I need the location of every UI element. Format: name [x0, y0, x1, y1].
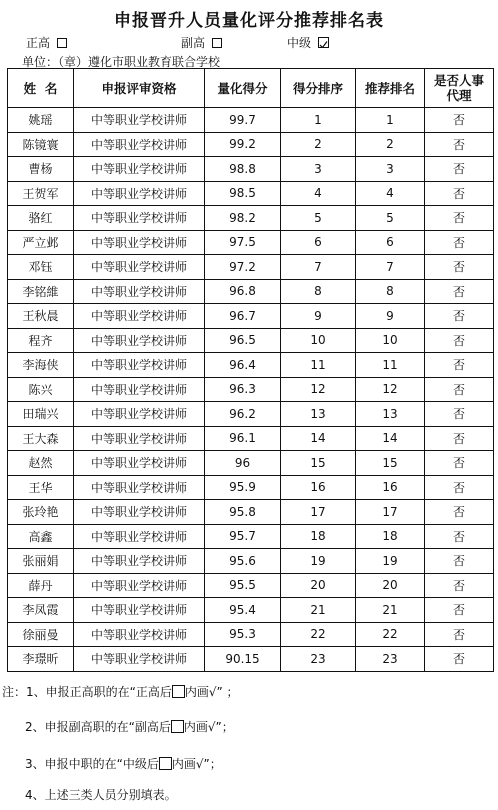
table-row — [8, 157, 494, 182]
cell-score-rank: 5 — [281, 206, 356, 231]
cell-agent: 否 — [425, 647, 494, 672]
cell-recommend-rank: 15 — [356, 451, 425, 476]
cell-qualification: 中等职业学校讲师 — [74, 255, 205, 280]
cell-name: 王秋晨 — [8, 304, 74, 329]
cell-qualification: 中等职业学校讲师 — [74, 157, 205, 182]
level-senior-label: 正高 — [26, 36, 51, 50]
table-row — [8, 255, 494, 280]
note-2-post: 内画√”； — [183, 720, 234, 734]
check-mark-icon — [319, 40, 328, 48]
cell-score-rank: 21 — [281, 598, 356, 623]
table-row — [8, 500, 494, 525]
table-row — [8, 353, 494, 378]
cell-score: 96 — [205, 451, 281, 476]
cell-name: 曹杨 — [8, 157, 74, 182]
cell-score-rank: 12 — [281, 377, 356, 402]
cell-score-rank: 14 — [281, 426, 356, 451]
level-associate — [181, 34, 222, 51]
square-icon — [171, 720, 184, 733]
cell-recommend-rank: 17 — [356, 500, 425, 525]
header-score: 量化得分 — [205, 69, 281, 108]
cell-name: 邓钰 — [8, 255, 74, 280]
cell-recommend-rank: 5 — [356, 206, 425, 231]
cell-agent: 否 — [425, 426, 494, 451]
cell-qualification: 中等职业学校讲师 — [74, 353, 205, 378]
cell-qualification: 中等职业学校讲师 — [74, 475, 205, 500]
table-row — [8, 328, 494, 353]
table-row — [8, 181, 494, 206]
cell-recommend-rank: 6 — [356, 230, 425, 255]
cell-name: 陈镜寰 — [8, 132, 74, 157]
cell-agent: 否 — [425, 255, 494, 280]
cell-qualification: 中等职业学校讲师 — [74, 279, 205, 304]
square-icon — [172, 685, 185, 698]
cell-name: 严立邺 — [8, 230, 74, 255]
cell-name: 徐丽曼 — [8, 622, 74, 647]
cell-qualification: 中等职业学校讲师 — [74, 206, 205, 231]
cell-recommend-rank: 7 — [356, 255, 425, 280]
cell-name: 高鑫 — [8, 524, 74, 549]
cell-score-rank: 17 — [281, 500, 356, 525]
header-agent-line1: 是否人事 — [433, 73, 484, 88]
header-name: 姓 名 — [8, 69, 74, 108]
note-2 — [25, 718, 234, 735]
note-1 — [2, 683, 239, 700]
cell-score: 96.3 — [205, 377, 281, 402]
cell-score: 96.5 — [205, 328, 281, 353]
unit-line: 单位：（章）遵化市职业教育联合学校 — [22, 55, 221, 69]
cell-score: 95.4 — [205, 598, 281, 623]
cell-name: 骆红 — [8, 206, 74, 231]
cell-name: 王大森 — [8, 426, 74, 451]
cell-score-rank: 13 — [281, 402, 356, 427]
cell-qualification: 中等职业学校讲师 — [74, 598, 205, 623]
cell-agent: 否 — [425, 279, 494, 304]
cell-score: 96.8 — [205, 279, 281, 304]
cell-qualification: 中等职业学校讲师 — [74, 132, 205, 157]
level-associate-label: 副高 — [181, 36, 206, 50]
cell-score-rank: 11 — [281, 353, 356, 378]
table-row — [8, 402, 494, 427]
cell-score-rank: 7 — [281, 255, 356, 280]
cell-recommend-rank: 16 — [356, 475, 425, 500]
cell-name: 赵然 — [8, 451, 74, 476]
cell-agent: 否 — [425, 353, 494, 378]
cell-score-rank: 10 — [281, 328, 356, 353]
cell-qualification: 中等职业学校讲师 — [74, 573, 205, 598]
cell-recommend-rank: 20 — [356, 573, 425, 598]
note-1-post: 内画√” ； — [184, 685, 239, 699]
cell-score: 95.5 — [205, 573, 281, 598]
cell-qualification: 中等职业学校讲师 — [74, 304, 205, 329]
table-row — [8, 426, 494, 451]
table-row — [8, 108, 494, 133]
cell-score-rank: 23 — [281, 647, 356, 672]
cell-name: 张玲艳 — [8, 500, 74, 525]
cell-agent: 否 — [425, 377, 494, 402]
cell-score: 96.7 — [205, 304, 281, 329]
cell-agent: 否 — [425, 181, 494, 206]
cell-score-rank: 6 — [281, 230, 356, 255]
level-intermediate — [287, 34, 329, 51]
cell-recommend-rank: 8 — [356, 279, 425, 304]
cell-name: 王华 — [8, 475, 74, 500]
table-row — [8, 132, 494, 157]
cell-score: 95.9 — [205, 475, 281, 500]
table-row — [8, 598, 494, 623]
cell-score-rank: 19 — [281, 549, 356, 574]
table-row — [8, 647, 494, 672]
cell-name: 李海侠 — [8, 353, 74, 378]
page-title: 申报晋升人员量化评分推荐排名表 — [114, 11, 384, 31]
cell-score-rank: 1 — [281, 108, 356, 133]
cell-score: 98.5 — [205, 181, 281, 206]
table-row — [8, 524, 494, 549]
cell-score-rank: 20 — [281, 573, 356, 598]
cell-recommend-rank: 12 — [356, 377, 425, 402]
cell-agent: 否 — [425, 549, 494, 574]
cell-agent: 否 — [425, 132, 494, 157]
cell-agent: 否 — [425, 206, 494, 231]
cell-qualification: 中等职业学校讲师 — [74, 426, 205, 451]
cell-score: 98.2 — [205, 206, 281, 231]
cell-recommend-rank: 21 — [356, 598, 425, 623]
table-row — [8, 230, 494, 255]
table-row — [8, 279, 494, 304]
cell-score: 90.15 — [205, 647, 281, 672]
cell-recommend-rank: 4 — [356, 181, 425, 206]
header-agent-line2: 代理 — [446, 88, 472, 103]
cell-score: 97.2 — [205, 255, 281, 280]
cell-qualification: 中等职业学校讲师 — [74, 524, 205, 549]
cell-score: 95.3 — [205, 622, 281, 647]
note-3-post: 内画√”； — [171, 757, 222, 771]
cell-name: 田瑞兴 — [8, 402, 74, 427]
cell-agent: 否 — [425, 622, 494, 647]
cell-name: 李璟昕 — [8, 647, 74, 672]
cell-score: 98.8 — [205, 157, 281, 182]
level-associate-checkbox[interactable] — [212, 38, 222, 48]
note-1-pre: 注：1、申报正高职的在“正高后 — [2, 685, 172, 699]
cell-recommend-rank: 1 — [356, 108, 425, 133]
cell-name: 李凤霞 — [8, 598, 74, 623]
cell-agent: 否 — [425, 500, 494, 525]
note-4: 4、上述三类人员分别填表。 — [25, 788, 177, 802]
cell-qualification: 中等职业学校讲师 — [74, 647, 205, 672]
cell-name: 程齐 — [8, 328, 74, 353]
cell-recommend-rank: 18 — [356, 524, 425, 549]
level-intermediate-label: 中级 — [287, 36, 312, 50]
cell-qualification: 中等职业学校讲师 — [74, 377, 205, 402]
cell-recommend-rank: 2 — [356, 132, 425, 157]
cell-score-rank: 2 — [281, 132, 356, 157]
cell-score: 97.5 — [205, 230, 281, 255]
cell-name: 张丽娟 — [8, 549, 74, 574]
table-row — [8, 622, 494, 647]
cell-agent: 否 — [425, 328, 494, 353]
level-selector — [0, 34, 498, 50]
table-row — [8, 304, 494, 329]
cell-qualification: 中等职业学校讲师 — [74, 451, 205, 476]
header-agent — [425, 69, 494, 108]
table-row — [8, 475, 494, 500]
header-score-rank: 得分排序 — [281, 69, 356, 108]
cell-score: 96.4 — [205, 353, 281, 378]
header-qualification: 申报评审资格 — [74, 69, 205, 108]
cell-qualification: 中等职业学校讲师 — [74, 549, 205, 574]
cell-name: 陈兴 — [8, 377, 74, 402]
cell-qualification: 中等职业学校讲师 — [74, 230, 205, 255]
cell-score-rank: 9 — [281, 304, 356, 329]
note-3 — [25, 755, 222, 772]
table-header-row — [8, 69, 494, 108]
cell-qualification: 中等职业学校讲师 — [74, 402, 205, 427]
cell-score-rank: 18 — [281, 524, 356, 549]
cell-name: 薛丹 — [8, 573, 74, 598]
cell-agent: 否 — [425, 108, 494, 133]
cell-recommend-rank: 19 — [356, 549, 425, 574]
table-row — [8, 206, 494, 231]
cell-score: 99.2 — [205, 132, 281, 157]
level-senior-checkbox[interactable] — [57, 38, 67, 48]
cell-qualification: 中等职业学校讲师 — [74, 500, 205, 525]
cell-recommend-rank: 14 — [356, 426, 425, 451]
cell-agent: 否 — [425, 230, 494, 255]
cell-recommend-rank: 13 — [356, 402, 425, 427]
cell-score-rank: 15 — [281, 451, 356, 476]
cell-recommend-rank: 11 — [356, 353, 425, 378]
level-senior — [26, 34, 67, 51]
cell-recommend-rank: 22 — [356, 622, 425, 647]
cell-recommend-rank: 23 — [356, 647, 425, 672]
cell-agent: 否 — [425, 157, 494, 182]
cell-qualification: 中等职业学校讲师 — [74, 328, 205, 353]
cell-qualification: 中等职业学校讲师 — [74, 108, 205, 133]
cell-qualification: 中等职业学校讲师 — [74, 622, 205, 647]
cell-score: 99.7 — [205, 108, 281, 133]
cell-score-rank: 4 — [281, 181, 356, 206]
cell-agent: 否 — [425, 524, 494, 549]
cell-score: 95.6 — [205, 549, 281, 574]
header-recommend-rank: 推荐排名 — [356, 69, 425, 108]
note-2-pre: 2、申报副高职的在“副高后 — [25, 720, 171, 734]
table-row — [8, 573, 494, 598]
level-intermediate-checkbox[interactable] — [318, 37, 329, 48]
table-row — [8, 377, 494, 402]
cell-agent: 否 — [425, 402, 494, 427]
cell-name: 姚瑶 — [8, 108, 74, 133]
table-row — [8, 451, 494, 476]
cell-recommend-rank: 9 — [356, 304, 425, 329]
cell-score-rank: 22 — [281, 622, 356, 647]
cell-score: 96.1 — [205, 426, 281, 451]
cell-agent: 否 — [425, 475, 494, 500]
cell-agent: 否 — [425, 304, 494, 329]
cell-agent: 否 — [425, 573, 494, 598]
cell-name: 李铭維 — [8, 279, 74, 304]
cell-agent: 否 — [425, 451, 494, 476]
cell-name: 王贺军 — [8, 181, 74, 206]
cell-recommend-rank: 3 — [356, 157, 425, 182]
cell-score: 95.7 — [205, 524, 281, 549]
cell-score-rank: 16 — [281, 475, 356, 500]
square-icon — [159, 757, 172, 770]
cell-score: 96.2 — [205, 402, 281, 427]
cell-qualification: 中等职业学校讲师 — [74, 181, 205, 206]
cell-score-rank: 3 — [281, 157, 356, 182]
cell-score-rank: 8 — [281, 279, 356, 304]
ranking-table — [7, 68, 494, 672]
cell-agent: 否 — [425, 598, 494, 623]
table-row — [8, 549, 494, 574]
note-3-pre: 3、申报中职的在“中级后 — [25, 757, 159, 771]
cell-score: 95.8 — [205, 500, 281, 525]
cell-recommend-rank: 10 — [356, 328, 425, 353]
